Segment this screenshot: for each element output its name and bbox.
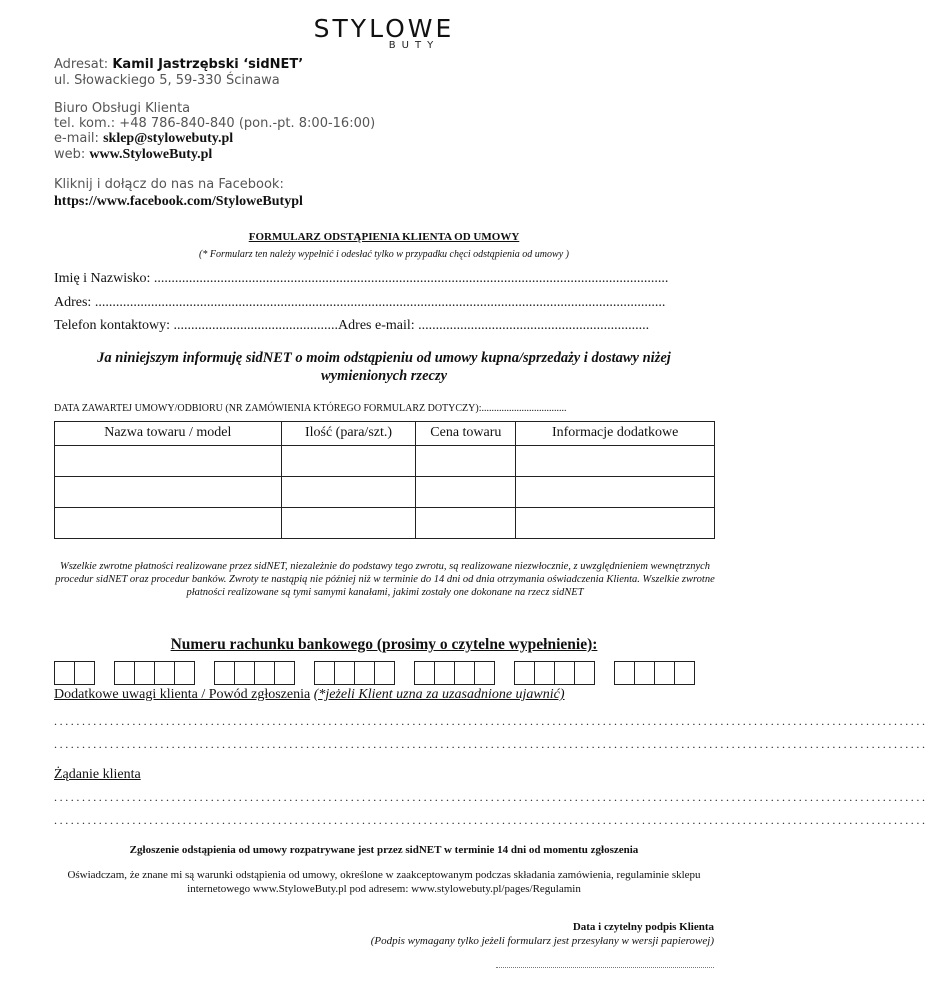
bank-digit-box[interactable] — [354, 661, 375, 685]
web-label: web: — [54, 147, 86, 162]
form-subtitle: (* Formularz ten należy wypełnić i odesłać tylko w przypadku chęci odstąpienia od umowy ) — [199, 249, 569, 260]
bank-digit-box[interactable] — [274, 661, 295, 685]
form-title: FORMULARZ ODSTĄPIENIA KLIENTA OD UMOWY — [248, 231, 520, 243]
remarks-note: (*jeżeli Klient uzna za uzasadnione ujawnić) — [313, 687, 565, 702]
signature-line[interactable] — [496, 967, 714, 968]
bank-digit-box[interactable] — [214, 661, 235, 685]
addressee-line — [54, 57, 303, 73]
column-header-product: Nazwa towaru / model — [55, 422, 282, 446]
table-cell[interactable] — [516, 446, 715, 477]
bank-digit-box[interactable] — [654, 661, 675, 685]
bank-digit-box[interactable] — [614, 661, 635, 685]
request-line-1[interactable]: ............................................................................................................................................................ — [54, 790, 928, 804]
table-header-row — [55, 422, 715, 446]
brand-logo-subtitle: BUTY — [388, 40, 440, 51]
remarks-label: Dodatkowe uwagi klienta / Powód zgłoszenia — [54, 687, 311, 702]
bank-digit-box[interactable] — [374, 661, 395, 685]
table-cell[interactable] — [416, 477, 516, 508]
remarks-line-2[interactable]: ............................................................................................................................................................ — [54, 737, 928, 751]
table-cell[interactable] — [416, 446, 516, 477]
bank-digit-box[interactable] — [154, 661, 175, 685]
email-line — [54, 131, 233, 147]
signature-title: Data i czytelny podpis Klienta — [572, 921, 714, 933]
table-cell[interactable] — [281, 446, 416, 477]
bank-digit-group — [514, 661, 595, 685]
bank-digit-box[interactable] — [454, 661, 475, 685]
processing-notice: Zgłoszenie odstąpienia od umowy rozpatrywane jest przez sidNET w terminie 14 dni od momentu zgłoszenia — [129, 844, 639, 856]
phone-email-field[interactable]: Telefon kontaktowy: ...............................................Adres e-mail: .................................................................. — [54, 318, 650, 333]
table-cell[interactable] — [516, 477, 715, 508]
bank-digit-box[interactable] — [434, 661, 455, 685]
email-link[interactable]: sklep@stylowebuty.pl — [103, 131, 234, 146]
web-line — [54, 147, 212, 163]
request-label: Żądanie klienta — [54, 767, 141, 782]
bank-digit-box[interactable] — [174, 661, 195, 685]
column-header-price: Cena towaru — [416, 422, 516, 446]
bank-digit-box[interactable] — [414, 661, 435, 685]
addressee-name: Kamil Jastrzębski ‘sidNET’ — [112, 57, 304, 72]
addressee-label: Adresat: — [54, 57, 109, 72]
bank-digit-box[interactable] — [254, 661, 275, 685]
refund-policy-text: Wszelkie zwrotne płatności realizowane przez sidNET, niezależnie do podstawy tego zwrotu, są realizowane niezwłocznie, z uwzględnieniem wewnętrznych procedur sidNET oraz procedur banków. Zwroty te nastąpią nie później niż w terminie do 14 dni od dnia otrzymania oświadczenia Klienta. Wszelkie zwrotne płatności realizowane są tymi samymi kanałami, jakimi zostały one dokonane na rzecz sidNET — [55, 561, 715, 598]
bank-digit-box[interactable] — [114, 661, 135, 685]
column-header-info: Informacje dodatkowe — [516, 422, 715, 446]
table-row — [55, 446, 715, 477]
bank-digit-box[interactable] — [334, 661, 355, 685]
signature-subtitle: (Podpis wymagany tylko jeżeli formularz jest przesyłany w wersji papierowej) — [370, 935, 714, 947]
bank-digit-box[interactable] — [534, 661, 555, 685]
address-field[interactable]: Adres: ................................................................................................................................................................... — [54, 295, 666, 310]
table-cell[interactable] — [55, 508, 282, 539]
bank-digit-box[interactable] — [674, 661, 695, 685]
withdrawal-declaration: Ja niniejszym informuję sidNET o moim odstąpieniu od umowy kupna/sprzedaży i dostawy niżej wymienionych rzeczy — [97, 350, 671, 384]
facebook-label: Kliknij i dołącz do nas na Facebook: — [54, 177, 284, 192]
bank-digit-box[interactable] — [474, 661, 495, 685]
bank-digit-box[interactable] — [314, 661, 335, 685]
table-row — [55, 508, 715, 539]
bank-digit-group — [314, 661, 395, 685]
bank-account-title: Numeru rachunku bankowego (prosimy o czytelne wypełnienie): — [170, 636, 598, 653]
bank-digit-box[interactable] — [574, 661, 595, 685]
bank-digit-box[interactable] — [234, 661, 255, 685]
goods-table — [54, 421, 715, 539]
table-row — [55, 477, 715, 508]
remarks-line-1[interactable]: ............................................................................................................................................................ — [54, 714, 928, 728]
bank-digit-group — [54, 661, 95, 685]
remarks-label-line — [54, 687, 565, 703]
office-phone: tel. kom.: +48 786-840-840 (pon.-pt. 8:00-16:00) — [54, 116, 376, 131]
bank-digit-box[interactable] — [554, 661, 575, 685]
brand-logo: STYLOWE — [313, 14, 455, 43]
bank-digit-box[interactable] — [74, 661, 95, 685]
table-cell[interactable] — [55, 477, 282, 508]
office-label: Biuro Obsługi Klienta — [54, 101, 191, 116]
terms-statement: Oświadczam, że znane mi są warunki odstąpienia od umowy, określone w zaakceptowanym podczas składania zamówienia, regulaminie sklepu internetowego www.StyloweButy.pl pod adresem: www.stylowebuty.pl/pages/Regulamin — [67, 869, 701, 895]
bank-digit-box[interactable] — [134, 661, 155, 685]
facebook-url-line — [54, 193, 303, 210]
bank-digit-group — [114, 661, 195, 685]
contract-date-field[interactable]: DATA ZAWARTEJ UMOWY/ODBIORU (NR ZAMÓWIENIA KTÓREGO FORMULARZ DOTYCZY):.................................. — [54, 403, 567, 414]
column-header-quantity: Ilość (para/szt.) — [281, 422, 416, 446]
table-cell[interactable] — [416, 508, 516, 539]
web-link[interactable]: www.StyloweButy.pl — [89, 147, 213, 162]
table-cell[interactable] — [516, 508, 715, 539]
bank-digit-box[interactable] — [514, 661, 535, 685]
email-label: e-mail: — [54, 131, 99, 146]
bank-digit-box[interactable] — [54, 661, 75, 685]
facebook-link[interactable]: https://www.facebook.com/StyloweButypl — [54, 194, 303, 209]
bank-digit-box[interactable] — [634, 661, 655, 685]
table-cell[interactable] — [281, 508, 416, 539]
bank-account-boxes — [54, 661, 695, 685]
table-cell[interactable] — [55, 446, 282, 477]
table-cell[interactable] — [281, 477, 416, 508]
request-line-2[interactable]: ............................................................................................................................................................ — [54, 813, 928, 827]
addressee-street: ul. Słowackiego 5, 59-330 Ścinawa — [54, 73, 280, 88]
bank-digit-group — [414, 661, 495, 685]
bank-digit-group — [614, 661, 695, 685]
name-field[interactable]: Imię i Nazwisko: ................................................................................................................................................... — [54, 271, 669, 286]
bank-digit-group — [214, 661, 295, 685]
